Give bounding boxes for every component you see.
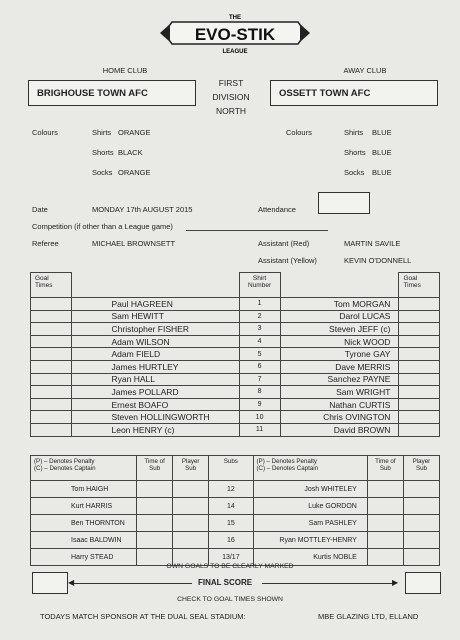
home-goal-times-header: Goal Times	[31, 273, 72, 298]
away-colours-label: Colours	[286, 128, 312, 137]
final-score-label: FINAL SCORE	[198, 578, 253, 587]
away-shirts-label: Shirts	[344, 128, 364, 137]
home-notes	[31, 456, 137, 481]
home-player: Ernest BOAFO	[71, 398, 239, 411]
home-captain-note: (C) – Denotes Captain	[34, 465, 96, 472]
away-goal-time-cell[interactable]	[399, 335, 440, 348]
division-line1: FIRST	[218, 78, 244, 88]
away-shorts-label: Shorts	[344, 148, 366, 157]
lineup-row	[31, 423, 440, 436]
shirt-number: 10	[239, 411, 280, 424]
away-sub-time-cell[interactable]	[367, 515, 403, 532]
away-sub-time-cell[interactable]	[367, 532, 403, 549]
away-goal-time-cell[interactable]	[399, 360, 440, 373]
svg-text:EVO-STIK: EVO-STIK	[194, 25, 276, 44]
sub-number: 16	[209, 532, 253, 549]
home-shirts-value: ORANGE	[118, 128, 151, 137]
home-shorts-label: Shorts	[92, 148, 114, 157]
away-player: Steven JEFF (c)	[280, 323, 399, 336]
lineup-row	[31, 298, 440, 311]
shirt-number: 8	[239, 386, 280, 399]
lineup-body	[31, 298, 440, 437]
subs-table	[30, 455, 440, 566]
home-sub-player-cell[interactable]	[173, 481, 209, 498]
home-player: Adam FIELD	[71, 348, 239, 361]
lineup-row	[31, 411, 440, 424]
away-sub-player-cell[interactable]	[403, 515, 439, 532]
home-goal-time-cell[interactable]	[31, 373, 72, 386]
home-goal-time-cell[interactable]	[31, 323, 72, 336]
away-player-sub-header: Player Sub	[403, 456, 439, 481]
away-sub-player: Sam PASHLEY	[253, 515, 367, 532]
away-notes	[253, 456, 367, 481]
home-sub-time-cell[interactable]	[137, 481, 173, 498]
subs-header: Subs	[209, 456, 253, 481]
sponsor-name: MBE GLAZING LTD, ELLAND	[318, 612, 419, 621]
home-sub-player: Isaac BALDWIN	[31, 532, 137, 549]
away-socks-value: BLUE	[372, 168, 392, 177]
home-club-label: HOME CLUB	[102, 66, 148, 75]
arrow-right-icon: ▶	[392, 578, 399, 587]
assistant-red-value: MARTIN SAVILE	[344, 239, 401, 248]
home-sub-player: Kurt HARRIS	[31, 498, 137, 515]
home-goal-time-cell[interactable]	[31, 335, 72, 348]
home-sub-time-cell[interactable]	[137, 515, 173, 532]
sub-number: 12	[209, 481, 253, 498]
home-player: Sam HEWITT	[71, 310, 239, 323]
competition-line[interactable]	[186, 230, 328, 231]
home-goal-time-cell[interactable]	[31, 298, 72, 311]
competition-label: Competition (if other than a League game)	[32, 222, 173, 231]
home-goal-time-cell[interactable]	[31, 411, 72, 424]
away-player: Nathan CURTIS	[280, 398, 399, 411]
division-line2: DIVISION	[212, 92, 250, 102]
away-sub-player: Josh WHITELEY	[253, 481, 367, 498]
assistant-yellow-value: KEVIN O'DONNELL	[344, 256, 412, 265]
date-label: Date	[32, 205, 48, 214]
attendance-box[interactable]	[318, 192, 370, 214]
referee-label: Referee	[32, 239, 59, 248]
home-player: Leon HENRY (c)	[71, 423, 239, 436]
lineup-row	[31, 335, 440, 348]
svg-text:LEAGUE: LEAGUE	[222, 49, 248, 55]
assistant-red-label: Assistant (Red)	[258, 239, 310, 248]
away-goal-time-cell[interactable]	[399, 386, 440, 399]
away-player: Dave MERRIS	[280, 360, 399, 373]
shirt-number: 3	[239, 323, 280, 336]
home-sub-player-cell[interactable]	[173, 498, 209, 515]
home-goal-time-cell[interactable]	[31, 398, 72, 411]
away-goal-time-cell[interactable]	[399, 298, 440, 311]
away-player: Sam WRIGHT	[280, 386, 399, 399]
home-final-score-box[interactable]	[32, 572, 68, 594]
away-goal-time-cell[interactable]	[399, 323, 440, 336]
lineup-row	[31, 386, 440, 399]
away-socks-label: Socks	[344, 168, 365, 177]
lineup-row	[31, 348, 440, 361]
shirt-number: 6	[239, 360, 280, 373]
shirt-number: 1	[239, 298, 280, 311]
away-sub-time-cell[interactable]	[367, 498, 403, 515]
away-final-score-box[interactable]	[405, 572, 441, 594]
sub-number: 13/17	[209, 549, 253, 566]
home-player: James POLLARD	[71, 386, 239, 399]
subs-header-row	[31, 456, 440, 481]
home-sub-time-cell[interactable]	[137, 532, 173, 549]
home-sub-player: Harry STEAD	[31, 549, 137, 566]
away-player: Chris OVINGTON	[280, 411, 399, 424]
home-socks-label: Socks	[92, 168, 113, 177]
home-sub-time-cell[interactable]	[137, 498, 173, 515]
assistant-yellow-label: Assistant (Yellow)	[258, 256, 317, 265]
home-team-name: BRIGHOUSE TOWN AFC	[28, 80, 196, 106]
away-penalty-note: (P) – Denotes Penalty	[256, 458, 318, 465]
division-title	[200, 76, 262, 118]
away-goal-time-cell[interactable]	[399, 348, 440, 361]
away-sub-player: Ryan MOTTLEY-HENRY	[253, 532, 367, 549]
shirt-number: 11	[239, 423, 280, 436]
shirt-number: 5	[239, 348, 280, 361]
sponsor-label: TODAYS MATCH SPONSOR AT THE DUAL SEAL STADIUM:	[40, 612, 246, 621]
away-sub-time-cell[interactable]	[367, 481, 403, 498]
away-goal-times-header: Goal Times	[399, 273, 440, 298]
arrow-left-icon: ◀	[68, 578, 75, 587]
lineup-table	[30, 272, 440, 437]
sub-row	[31, 498, 440, 515]
home-sub-player: Ben THORNTON	[31, 515, 137, 532]
away-sub-player: Luke GORDON	[253, 498, 367, 515]
home-goal-time-cell[interactable]	[31, 386, 72, 399]
right-arrow-line	[262, 583, 396, 584]
home-player: James HURTLEY	[71, 360, 239, 373]
home-sub-player: Tom HAIGH	[31, 481, 137, 498]
sub-number: 14	[209, 498, 253, 515]
lineup-row	[31, 360, 440, 373]
home-shorts-value: BLACK	[118, 148, 143, 157]
away-player: David BROWN	[280, 423, 399, 436]
date-value: MONDAY 17th AUGUST 2015	[92, 205, 193, 214]
lineup-header-row	[31, 273, 440, 298]
home-penalty-note: (P) – Denotes Penalty	[34, 458, 95, 465]
home-goal-time-cell[interactable]	[31, 310, 72, 323]
shirt-number: 2	[239, 310, 280, 323]
home-player: Steven HOLLINGWORTH	[71, 411, 239, 424]
away-sub-player-cell[interactable]	[403, 498, 439, 515]
home-player: Adam WILSON	[71, 335, 239, 348]
home-goal-time-cell[interactable]	[31, 348, 72, 361]
away-sub-player-cell[interactable]	[403, 481, 439, 498]
home-player: Paul HAGREEN	[71, 298, 239, 311]
sub-row	[31, 532, 440, 549]
left-arrow-line	[72, 583, 192, 584]
subs-body	[31, 481, 440, 566]
home-shirts-label: Shirts	[92, 128, 112, 137]
shirt-number: 7	[239, 373, 280, 386]
lineup-row	[31, 323, 440, 336]
evo-stik-league-logo	[160, 10, 310, 56]
svg-text:THE: THE	[229, 15, 241, 21]
lineup-row	[31, 398, 440, 411]
shirt-number-header: Shirt Number	[239, 273, 280, 298]
attendance-label: Attendance	[258, 205, 296, 214]
home-goal-time-cell[interactable]	[31, 360, 72, 373]
lineup-row	[31, 373, 440, 386]
away-shorts-value: BLUE	[372, 148, 392, 157]
shirt-number: 4	[239, 335, 280, 348]
away-captain-note: (C) – Denotes Captain	[256, 465, 319, 472]
home-player: Ryan HALL	[71, 373, 239, 386]
check-goal-times-note: CHECK TO GOAL TIMES SHOWN	[177, 596, 283, 603]
away-shirts-value: BLUE	[372, 128, 392, 137]
home-sub-player-cell[interactable]	[173, 515, 209, 532]
away-player: Tyrone GAY	[280, 348, 399, 361]
away-goal-time-cell[interactable]	[399, 411, 440, 424]
home-socks-value: ORANGE	[118, 168, 151, 177]
away-sub-player: Kurtis NOBLE	[253, 549, 367, 566]
away-player: Darol LUCAS	[280, 310, 399, 323]
home-player: Christopher FISHER	[71, 323, 239, 336]
away-player: Sanchez PAYNE	[280, 373, 399, 386]
referee-value: MICHAEL BROWNSETT	[92, 239, 176, 248]
home-sub-player-cell[interactable]	[173, 532, 209, 549]
away-club-label: AWAY CLUB	[343, 66, 387, 75]
division-line3: NORTH	[215, 106, 247, 116]
away-player: Tom MORGAN	[280, 298, 399, 311]
away-goal-time-cell[interactable]	[399, 373, 440, 386]
sub-row	[31, 481, 440, 498]
sub-number: 15	[209, 515, 253, 532]
away-sub-player-cell[interactable]	[403, 532, 439, 549]
home-goal-time-cell[interactable]	[31, 423, 72, 436]
away-goal-time-cell[interactable]	[399, 310, 440, 323]
home-player-sub-header: Player Sub	[173, 456, 209, 481]
away-goal-time-cell[interactable]	[399, 398, 440, 411]
own-goals-note: OWN GOALS TO BE CLEARLY MARKED	[166, 563, 294, 570]
away-player: Nick WOOD	[280, 335, 399, 348]
away-time-of-sub-header: Time of Sub	[367, 456, 403, 481]
away-team-name: OSSETT TOWN AFC	[270, 80, 438, 106]
home-time-of-sub-header: Time of Sub	[137, 456, 173, 481]
shirt-number: 9	[239, 398, 280, 411]
away-goal-time-cell[interactable]	[399, 423, 440, 436]
home-colours-label: Colours	[32, 128, 58, 137]
lineup-row	[31, 310, 440, 323]
sub-row	[31, 515, 440, 532]
